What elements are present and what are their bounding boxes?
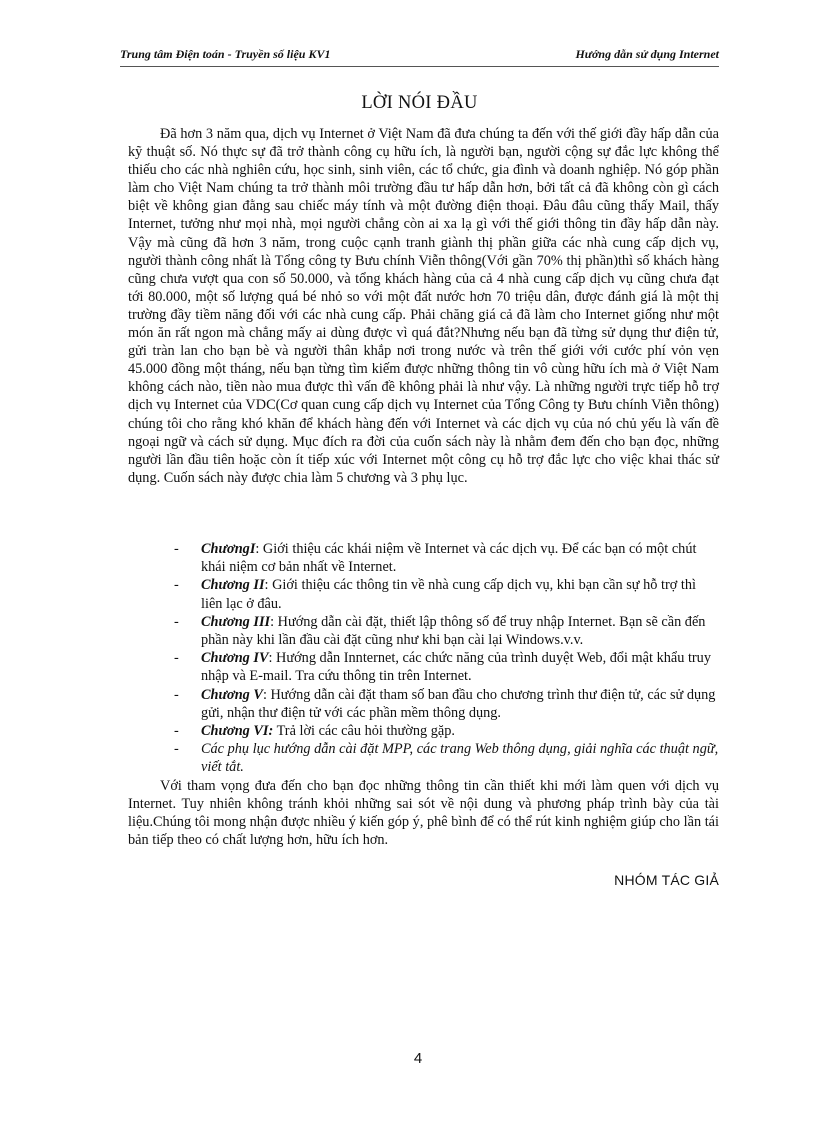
chapter-name: Chương II — [201, 577, 265, 594]
page-number: 4 — [413, 1050, 423, 1067]
chapter-item-1 — [174, 540, 719, 576]
chapter-description: : Hướng dẫn Innternet, các chức năng của trình duyệt Web, đổi mật khẩu truy nhập và E-mail. Tra cứu thông tin trên Internet. — [201, 650, 711, 685]
list-bullet: - — [174, 541, 179, 557]
list-bullet: - — [174, 650, 179, 667]
chapter-item-2 — [174, 576, 719, 612]
list-bullet: - — [174, 686, 179, 703]
list-bullet: - — [174, 741, 179, 758]
chapter-item-4 — [174, 649, 719, 685]
list-bullet: - — [174, 577, 179, 594]
chapter-description: : Hướng dẫn cài đặt, thiết lập thông số để truy nhập Internet. Bạn sẽ cần đến phần này khi lần đầu cài đặt cũng như khi bạn cài lại Windows.v.v. — [201, 613, 706, 649]
header-left: Trung tâm Điện toán - Truyền số liệu KV1 — [120, 47, 331, 61]
running-header — [120, 47, 719, 62]
page-title: LỜI NÓI ĐẦU — [361, 93, 478, 113]
list-bullet: - — [174, 613, 179, 630]
chapter-list — [174, 540, 719, 777]
appendix-item — [174, 740, 719, 776]
header-right: Hướng dẫn sử dụng Internet — [575, 47, 719, 61]
header-rule — [120, 66, 719, 67]
chapter-item-3 — [174, 613, 719, 649]
chapter-name: Chương VI: — [201, 723, 274, 740]
intro-paragraph: Đã hơn 3 năm qua, dịch vụ Internet ở Việt Nam đã đưa chúng ta đến với thế giới đầy hấp dẫn của kỹ thuật số. Nó thực sự đã trở thành công cụ hữu ích, là người bạn, người cộng sự đắc lực không thể thiếu cho các nhà nghiên cứu, học sinh, sinh viên, các tổ chức, gia đình và doanh nghiệp. Nó góp phần làm cho Việt Nam chúng ta trở thành môi trường đầu tư hấp dẫn hơn, bởi tất cả đã không còn gì cách biệt về không gian đằng sau chiếc máy tính và một đường điện thoại. Đâu đâu cũng thấy Mail, thấy Internet, tưởng như mọi nhà, mọi người chẳng còn ai xa lạ gì với thế giới thông tin đầy hấp dẫn này. Vậy mà cũng đã hơn 3 năm, trong cuộc cạnh tranh giành thị phần giữa các nhà cung cấp dịch vụ, người thành công nhất là Tổng công ty Bưu chính Viễn thông(Với gần 70% thị phần)thì số khách hàng cũng chưa vượt qua con số 50.000, và tổng khách hàng của cả 4 nhà cung cấp dịch vụ cũng chưa đạt tới 80.000, một số lượng quá bé nhỏ so với một đất nước hơn 70 triệu dân, được đánh giá là một thị trường đầy tiềm năng đối với các nhà cung cấp. Phải chăng giá cả đã làm cho Internet giống như một món ăn rất ngon mà chẳng mấy ai dùng được vì quá đắt?Nhưng nếu bạn đã từng sử dụng thư điện tử, gửi tràn lan cho bạn bè và người thân khắp nơi trong nước và trên thế giới với cước phí vỏn vẹn 45.000 đồng một tháng, nếu bạn từng tìm kiếm được những thông tin vô cùng hữu ích mà ở Việt Nam không cách nào, tiền nào mua được thì vấn đề không phải là như vậy. Là những người trực tiếp hỗ trợ dịch vụ Internet của VDC(Cơ quan cung cấp dịch vụ Internet của Tổng Công ty Bưu chính Viễn thông) chúng tôi cho rằng khó khăn để khách hàng đến với Internet và các dịch vụ của nó chủ yếu là vấn đề ngoại ngữ và cách sử dụng. Mục đích ra đời của cuốn sách này là nhằm đem đến cho bạn đọc, những người lần đầu tiên hoặc còn ít tiếp xúc với Internet một công cụ hỗ trợ đắc lực cho việc khai thác sử dụng. Cuốn sách này được chia làm 5 chương và 3 phụ lục. — [128, 126, 719, 486]
chapter-name: Chương IV — [201, 650, 269, 667]
chapter-name: Chương III — [201, 613, 271, 630]
chapter-description: : Hướng dẫn cài đặt tham số ban đầu cho chương trình thư điện tử, các sử dụng gửi, nhận thư điện tử với các phần mềm thông dụng. — [201, 686, 716, 721]
chapter-name: ChươngI — [201, 541, 256, 557]
chapter-description: Trả lời các câu hỏi thường gặp. — [273, 723, 455, 740]
chapter-description: : Giới thiệu các thông tin về nhà cung cấp dịch vụ, khi bạn cần sự hỗ trợ thì liên lạc ở đâu. — [201, 577, 696, 612]
chapter-description: : Giới thiệu các khái niệm về Internet và các dịch vụ. Để các bạn có một chút khái niệm cơ bản nhất về Internet. — [201, 541, 697, 576]
chapter-item-6 — [174, 722, 719, 740]
closing-paragraph: Với tham vọng đưa đến cho bạn đọc những thông tin cần thiết khi mới làm quen với dịch vụ Internet. Tuy nhiên không tránh khỏi những sai sót về nội dung và phương pháp trình bày của tài liệu.Chúng tôi mong nhận được nhiều ý kiến góp ý, phê bình để có thể rút kinh nghiệm giúp cho lần tái bản tiếp theo có chất lượng hơn, hữu ích hơn. — [128, 778, 719, 849]
appendix-text: Các phụ lục hướng dẫn cài đặt MPP, các trang Web thông dụng, giải nghĩa các thuật ngữ, viết tắt. — [201, 741, 719, 776]
chapter-item-5 — [174, 686, 719, 722]
chapter-name: Chương V — [201, 686, 263, 703]
list-bullet: - — [174, 723, 179, 740]
author-signature: NHÓM TÁC GIẢ — [614, 872, 719, 888]
